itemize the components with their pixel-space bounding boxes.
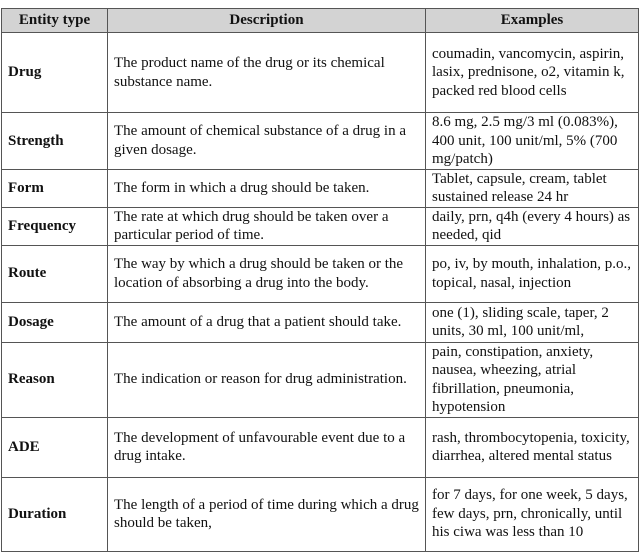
- table-row: [2, 417, 639, 477]
- examples-cell: rash, thrombocytopenia, toxicity, diarrhea, altered mental status: [426, 417, 639, 477]
- table-row: [2, 207, 639, 245]
- description-cell: The amount of a drug that a patient should take.: [108, 302, 426, 342]
- entity-type-cell: Dosage: [2, 302, 108, 342]
- examples-cell: daily, prn, q4h (every 4 hours) as needed, qid: [426, 207, 639, 245]
- description-cell: The development of unfavourable event due to a drug intake.: [108, 417, 426, 477]
- table-row: [2, 245, 639, 302]
- examples-cell: po, iv, by mouth, inhalation, p.o., topical, nasal, injection: [426, 245, 639, 302]
- description-cell: The length of a period of time during which a drug should be taken,: [108, 477, 426, 551]
- description-cell: The form in which a drug should be taken.: [108, 169, 426, 207]
- entity-type-cell: ADE: [2, 417, 108, 477]
- examples-cell: 8.6 mg, 2.5 mg/3 ml (0.083%), 400 unit, 100 unit/ml, 5% (700 mg/patch): [426, 113, 639, 170]
- entity-type-cell: Duration: [2, 477, 108, 551]
- table-row: [2, 302, 639, 342]
- entity-type-cell: Frequency: [2, 207, 108, 245]
- header-examples: Examples: [426, 9, 639, 33]
- examples-cell: one (1), sliding scale, taper, 2 units, 30 ml, 100 unit/ml,: [426, 302, 639, 342]
- header-entity-type: Entity type: [2, 9, 108, 33]
- entity-type-cell: Drug: [2, 33, 108, 113]
- header-description: Description: [108, 9, 426, 33]
- entity-type-cell: Form: [2, 169, 108, 207]
- entity-type-cell: Reason: [2, 342, 108, 417]
- entity-type-cell: Strength: [2, 113, 108, 170]
- description-cell: The amount of chemical substance of a drug in a given dosage.: [108, 113, 426, 170]
- table-row: [2, 33, 639, 113]
- examples-cell: for 7 days, for one week, 5 days, few days, prn, chronically, until his ciwa was less than 10: [426, 477, 639, 551]
- examples-cell: Tablet, capsule, cream, tablet sustained release 24 hr: [426, 169, 639, 207]
- table-row: [2, 113, 639, 170]
- entity-types-table: [1, 8, 639, 552]
- description-cell: The rate at which drug should be taken over a particular period of time.: [108, 207, 426, 245]
- table-row: [2, 342, 639, 417]
- examples-cell: pain, constipation, anxiety, nausea, wheezing, atrial fibrillation, pneumonia, hypotension: [426, 342, 639, 417]
- entity-type-cell: Route: [2, 245, 108, 302]
- description-cell: The way by which a drug should be taken or the location of absorbing a drug into the body.: [108, 245, 426, 302]
- table-row: [2, 169, 639, 207]
- examples-cell: coumadin, vancomycin, aspirin, lasix, prednisone, o2, vitamin k, packed red blood cells: [426, 33, 639, 113]
- description-cell: The product name of the drug or its chemical substance name.: [108, 33, 426, 113]
- table-row: [2, 477, 639, 551]
- header-row: [2, 9, 639, 33]
- description-cell: The indication or reason for drug administration.: [108, 342, 426, 417]
